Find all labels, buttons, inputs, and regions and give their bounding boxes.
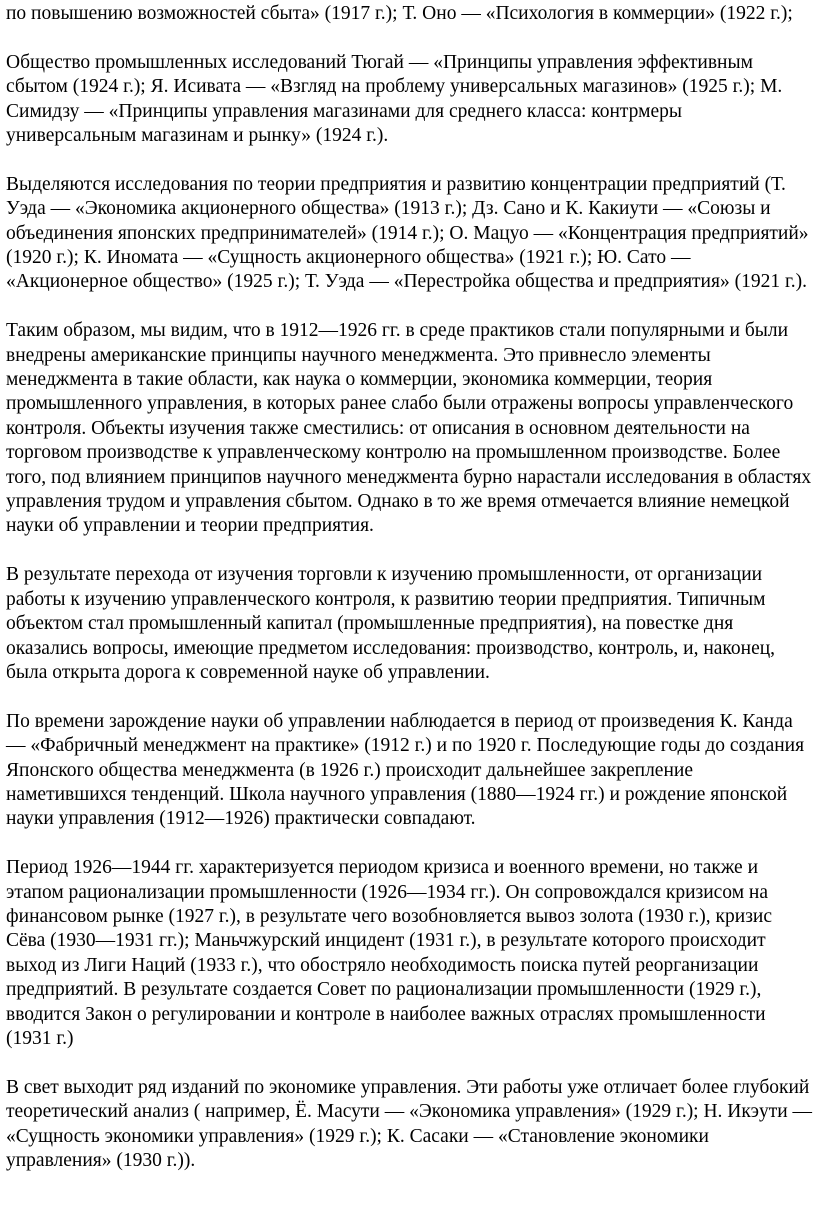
- paragraph-enterprise-theory: Выделяются исследования по теории предприятия и развитию концентрации предприятий (Т. Уэда — «Экономика акционерного общества» (1913 г.); Дз. Сано и К. Какиути — «Союзы и объединения японских предпринимателей» (1914 г.); О. Мацуо — «Концентрация предприятий» (1920 г.); К. Иномата — «Сущность акционерного общества» (1921 г.); Ю. Сато — «Акционерное общество» (1925 г.); Т. Уэда — «Перестройка общества и предприятия» (1921 г.).: [6, 173, 809, 293]
- paragraph-management-economics: В свет выходит ряд изданий по экономике управления. Эти работы уже отличает более глубокий теоретический анализ ( например, Ё. Масути — «Экономика управления» (1929 г.); Н. Икэути — «Сущность экономики управления» (1929 г.); К. Сасаки — «Становление экономики управления» (1930 г.)).: [6, 1076, 813, 1171]
- paragraph-industry-transition: В результате перехода от изучения торговли к изучению промышленности, от организации работы к изучению управленческого контроля, к развитию теории предприятия. Типичным объектом стал промышленный капитал (промышленные предприятия), на повестке дня оказались вопросы, имеющие предметом исследования: производство, контроль, и, наконец, была открыта дорога к современной науке об управлении.: [6, 564, 776, 683]
- paragraph-industrial-research: Общество промышленных исследований Тюгай — «Принципы управления эффективным сбытом (1924 г.); Я. Исивата — «Взгляд на проблему универсальных магазинов» (1925 г.); М. Симидзу — «Принципы управления магазинами для среднего класса: контрмеры универсальным магазинам и рынку» (1924 г.).: [6, 51, 783, 147]
- paragraph-origin-period: По времени зарождение науки об управлении наблюдается в период от произведения К. Канда — «Фабричный менеджмент на практике» (1912 г.) и по 1920 г. Последующие годы до создания Японского общества менеджмента (в 1926 г.) происходит дальнейшее закрепление наметившихся тенденций. Школа научного управления (1880—1924 гг.) и рождение японской науки управления (1912—1926) практически совпадают.: [6, 710, 805, 830]
- paragraph-sales-psychology: по повышению возможностей сбыта» (1917 г.); Т. Оно — «Психология в коммерции» (1922 г.);: [6, 3, 793, 24]
- paragraph-scientific-management: Таким образом, мы видим, что в 1912—1926 гг. в среде практиков стали популярными и были внедрены американские принципы научного менеджмента. Это привнесло элементы менеджмента в такие области, как наука о коммерции, экономика коммерции, теория промышленного управления, в которых ранее слабо были отражены вопросы управленческого контроля. Объекты изучения также сместились: от описания в основном деятельности на торговом производстве к управленческому контролю на промышленном производстве. Более того, под влиянием принципов научного менеджмента бурно нарастали исследования в областях управления трудом и управления сбытом. Однако в то же время отмечается влияние немецкой науки об управлении и теории предприятия.: [6, 320, 812, 537]
- paragraph-crisis-period: Период 1926—1944 гг. характеризуется периодом кризиса и военного времени, но также и этапом рационализации промышленности (1926—1934 гг.). Он сопровождался кризисом на финансовом рынке (1927 г.), в результате чего возобновляется вывоз золота (1930 г.), кризис Сёва (1930—1931 гг.); Маньчжурский инцидент (1931 г.), в результате которого происходит выход из Лиги Наций (1933 г.), что обостряло необходимость поиска путей реорганизации предприятий. В результате создается Совет по рационализации промышленности (1929 г.), вводится Закон о регулировании и контроле в наиболее важных отраслях промышленности (1931 г.): [6, 857, 772, 1049]
